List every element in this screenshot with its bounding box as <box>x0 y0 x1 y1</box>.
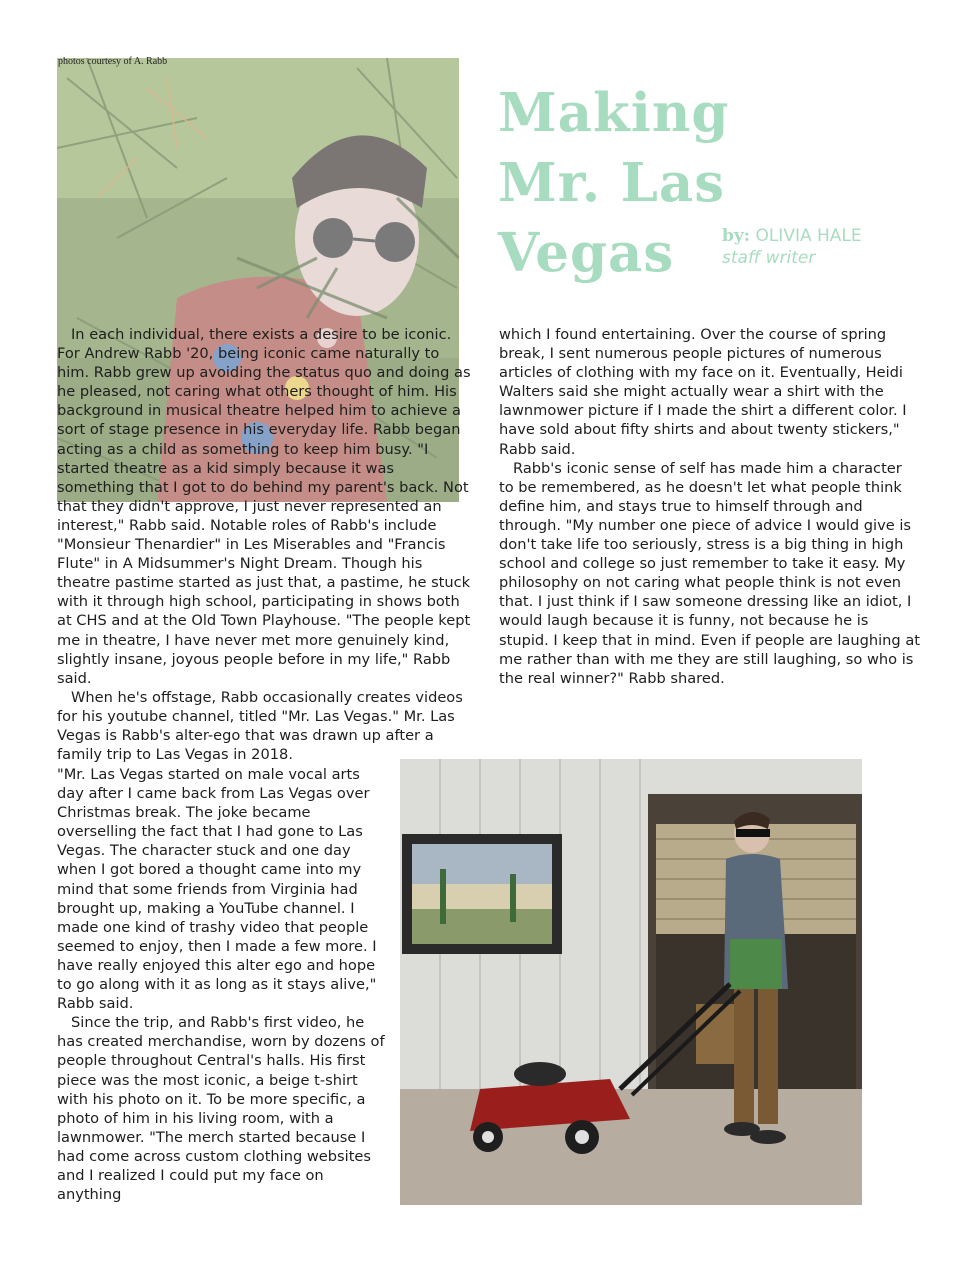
author-role: staff writer <box>722 248 816 268</box>
article-column-right <box>499 325 921 688</box>
article-column-left-narrow <box>57 765 390 1204</box>
paragraph: In each individual, there exists a desire to be iconic. For Andrew Rabb '20, being iconic came naturally to him. Rabb grew up avoiding the status quo and doing as he pleased, not caring what others thought of him. His background in musical theatre helped him to achieve a sort of stage presence in his everyday life. Rabb began acting as a child as something to keep him busy. "I started theatre as a kid simply because it was something that I got to do behind my parent's back. Not that they didn't approve, I just never represented an interest," Rabb said. Notable roles of Rabb's include "Monsieur Thenardier" in Les Miserables and "Francis Flute" in A Midsummer's Night Dream. Though his theatre pastime started as just that, a pastime, he stuck with it through high school, participating in shows both at CHS and at the Old Town Playhouse. "The people kept me in theatre, I have never met more genuinely kind, slightly insane, joyous people before in my life," Rabb said. <box>57 326 471 687</box>
byline-label: by: <box>722 226 751 246</box>
article-column-left <box>57 325 475 764</box>
title-line-2: Mr. Las <box>498 152 726 214</box>
lawnmower-photo <box>400 759 862 1205</box>
title-line-1: Making <box>498 82 730 144</box>
byline <box>722 225 862 269</box>
paragraph: Since the trip, and Rabb's first video, he has created merchandise, worn by dozens of people throughout Central's halls. His first piece was the most iconic, a beige t-shirt with his photo on it. To be more specific, a photo of him in his living room, with a lawnmower. "The merch started because I had come across custom clothing websites and I realized I could put my face on anything <box>57 1014 385 1204</box>
paragraph: When he's offstage, Rabb occasionally creates videos for his youtube channel, titled "Mr. Las Vegas." Mr. Las Vegas is Rabb's alter-ego that was drawn up after a family trip to Las Vegas in 2018. <box>57 688 463 764</box>
photo-credit: photos courtesy of A. Rabb <box>58 56 168 67</box>
article-title <box>498 78 729 288</box>
author-name: OLIVIA HALE <box>755 226 862 246</box>
paragraph: "Mr. Las Vegas started on male vocal arts day after I came back from Las Vegas over Christmas break. The joke became overselling the fact that I had gone to Las Vegas. The character stuck and one day when I got bored a thought came into my mind that some friends from Virginia had brought up, making a YouTube channel. I made one kind of trashy video that people seemed to enjoy, then I made a few more. I have really enjoyed this alter ego and hope to go along with it as long as it stays alive," Rabb said. <box>57 766 377 1013</box>
paragraph: which I found entertaining. Over the course of spring break, I sent numerous people pictures of numerous articles of clothing with my face on it. Eventually, Heidi Walters said she might actually wear a shirt with the lawnmower picture if I made the shirt a different color. I have sold about fifty shirts and about twenty stickers," Rabb said. <box>499 326 907 458</box>
title-line-3: Vegas <box>498 222 675 284</box>
paragraph: Rabb's iconic sense of self has made him a character to be remembered, as he doesn't let what people think define him, and stays true to himself through and through. "My number one piece of advice I would give is don't take life too seriously, stress is a big thing in high school and college so just remember to take it easy. My philosophy on not caring what people think is not even that. I just think if I saw someone dressing like an idiot, I would laugh because it is funny, not because he is stupid. I keep that in mind. Even if people are laughing at me rather than with me they are still laughing, so who is the real winner?" Rabb shared. <box>499 459 920 687</box>
